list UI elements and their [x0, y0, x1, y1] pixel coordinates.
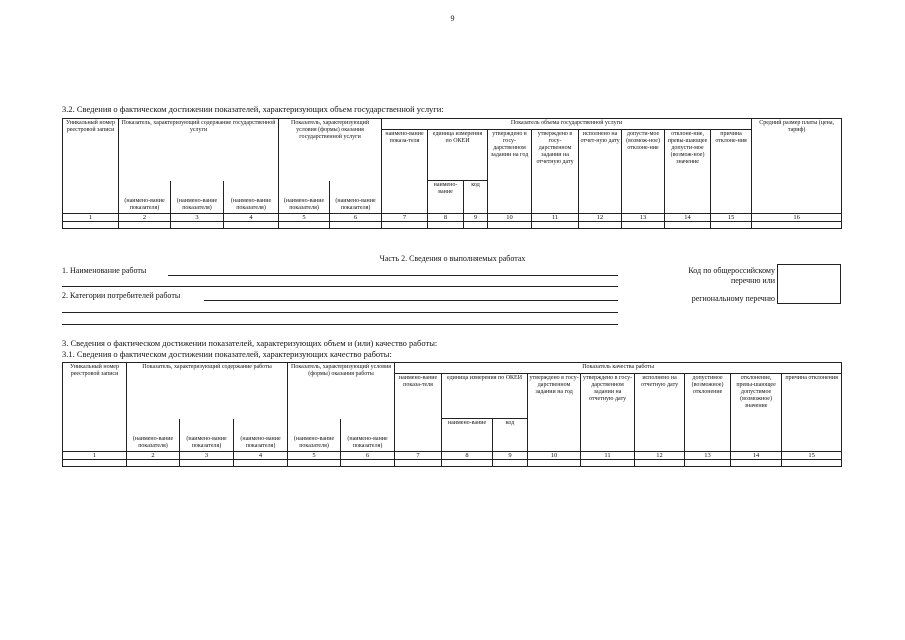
work-name-label: 1. Наименование работы: [62, 266, 147, 275]
header-executed: исполнено на отчетную дату: [635, 374, 685, 452]
col-number: 4: [224, 213, 279, 221]
col-number: 5: [279, 213, 330, 221]
header-content: Показатель, характеризующий содержание государственной услуги: [119, 119, 279, 181]
header-deviation: отклоне-ние, превы-шающее допусти-мое (возмож-ное) значение: [665, 130, 711, 214]
code-label-3: региональному перечню: [691, 294, 775, 303]
category-line[interactable]: [204, 300, 618, 301]
header-executed: исполнено на отчет-ную дату: [579, 130, 622, 214]
col-number: 1: [63, 213, 119, 221]
col-number: 11: [532, 213, 579, 221]
section-3-heading: 3. Сведения о фактическом достижении показателей, характеризующих объем и (или) качество работы:: [62, 338, 438, 348]
col-number: 9: [464, 213, 488, 221]
col-number: 7: [395, 451, 442, 459]
category-label: 2. Категории потребителей работы: [62, 291, 181, 300]
col-number: 9: [493, 451, 528, 459]
col-number: 10: [528, 451, 581, 459]
code-label-2: перечню или: [730, 276, 775, 285]
col-number: 8: [428, 213, 464, 221]
table-row: [63, 459, 842, 466]
header-approved-year: утверждено в госу-дарственном задании на год: [488, 130, 532, 214]
col-number: 3: [180, 451, 234, 459]
header-conditions: Показатель, характеризующий условия (формы) оказания государственной услуги: [279, 119, 382, 181]
col-number: 13: [622, 213, 665, 221]
header-unit-code: код: [493, 419, 528, 452]
page-number: 9: [450, 14, 455, 23]
col-number: 11: [581, 451, 635, 459]
header-approved-year: утверждено в госу-дарственном задании на год: [528, 374, 581, 452]
code-label-1: Код по общероссийскому: [688, 266, 775, 275]
header-volume: Показатель объема государственной услуги: [382, 119, 752, 130]
section-3-2-heading: 3.2. Сведения о фактическом достижении показателей, характеризующих объем государственной услуги:: [62, 104, 444, 114]
col-number: 12: [579, 213, 622, 221]
header-reason: причина отклонения: [782, 374, 842, 452]
col-number: 6: [330, 213, 382, 221]
sub-content-3: (наимено-вание показателя): [234, 419, 288, 452]
col-number: 16: [752, 213, 842, 221]
col-number: 8: [442, 451, 493, 459]
sub-conditions-2: (наимено-вание показателя): [341, 419, 395, 452]
work-name-line[interactable]: [168, 275, 618, 276]
header-indicator-name: наимено-вание показа-теля: [395, 374, 442, 452]
sub-conditions-1: (наимено-вание показателя): [288, 419, 341, 452]
header-avg-fee: Средний размер платы (цена, тариф): [752, 119, 842, 214]
col-number: 14: [665, 213, 711, 221]
col-number: 6: [341, 451, 395, 459]
category-line-2[interactable]: [62, 312, 618, 313]
category-line-3[interactable]: [62, 324, 618, 325]
col-number: 2: [119, 213, 171, 221]
header-indicator-name: наимено-вание показа-теля: [382, 130, 428, 214]
part-2-title: Часть 2. Сведения о выполняемых работах: [379, 254, 526, 263]
header-unit-name: наимено-вание: [442, 419, 493, 452]
sub-content-2: (наимено-вание показателя): [171, 181, 224, 214]
table-row: [63, 221, 842, 228]
work-name-line-2[interactable]: [62, 286, 618, 287]
header-approved-date: утверждено в госу-дарственном задании на отчетную дату: [532, 130, 579, 214]
col-number: 4: [234, 451, 288, 459]
header-unit: единица измерения по ОКЕИ: [442, 374, 528, 419]
volume-table: [62, 118, 842, 229]
header-unit-code: код: [464, 181, 488, 214]
sub-content-2: (наимено-вание показателя): [180, 419, 234, 452]
sub-content-1: (наимено-вание показателя): [127, 419, 180, 452]
col-number: 3: [171, 213, 224, 221]
header-registry: Уникальный номер реестровой записи: [63, 119, 119, 214]
header-reason: причина отклоне-ния: [711, 130, 752, 214]
col-number: 12: [635, 451, 685, 459]
header-allowed: допустимое (возможное) отклонение: [685, 374, 731, 452]
header-unit: единица измерения по ОКЕИ: [428, 130, 488, 181]
header-quality: Показатель качества работы: [395, 363, 842, 374]
col-number: 2: [127, 451, 180, 459]
col-number: 15: [782, 451, 842, 459]
col-number: 15: [711, 213, 752, 221]
col-number: 1: [63, 451, 127, 459]
sub-conditions-2: (наимено-вание показателя): [330, 181, 382, 214]
sub-content-1: (наимено-вание показателя): [119, 181, 171, 214]
header-content: Показатель, характеризующий содержание работы: [127, 363, 288, 419]
col-number: 13: [685, 451, 731, 459]
quality-table: [62, 362, 842, 467]
col-number: 7: [382, 213, 428, 221]
header-conditions: Показатель, характеризующий условия (формы) оказания работы: [288, 363, 395, 419]
header-approved-date: утверждено в госу-дарственном задании на отчетную дату: [581, 374, 635, 452]
code-box[interactable]: [777, 264, 841, 304]
header-allowed: допусти-мое (возмож-ное) отклоне-ние: [622, 130, 665, 214]
sub-conditions-1: (наимено-вание показателя): [279, 181, 330, 214]
header-unit-name: наимено-вание: [428, 181, 464, 214]
col-number: 5: [288, 451, 341, 459]
header-registry: Уникальный номер реестровой записи: [63, 363, 127, 452]
section-3-1-heading: 3.1. Сведения о фактическом достижении показателей, характеризующих качество работы:: [62, 349, 392, 359]
col-number: 14: [731, 451, 782, 459]
sub-content-3: (наимено-вание показателя): [224, 181, 279, 214]
col-number: 10: [488, 213, 532, 221]
header-deviation: отклонение, превы-шающее допустимое (возможное) значение: [731, 374, 782, 452]
